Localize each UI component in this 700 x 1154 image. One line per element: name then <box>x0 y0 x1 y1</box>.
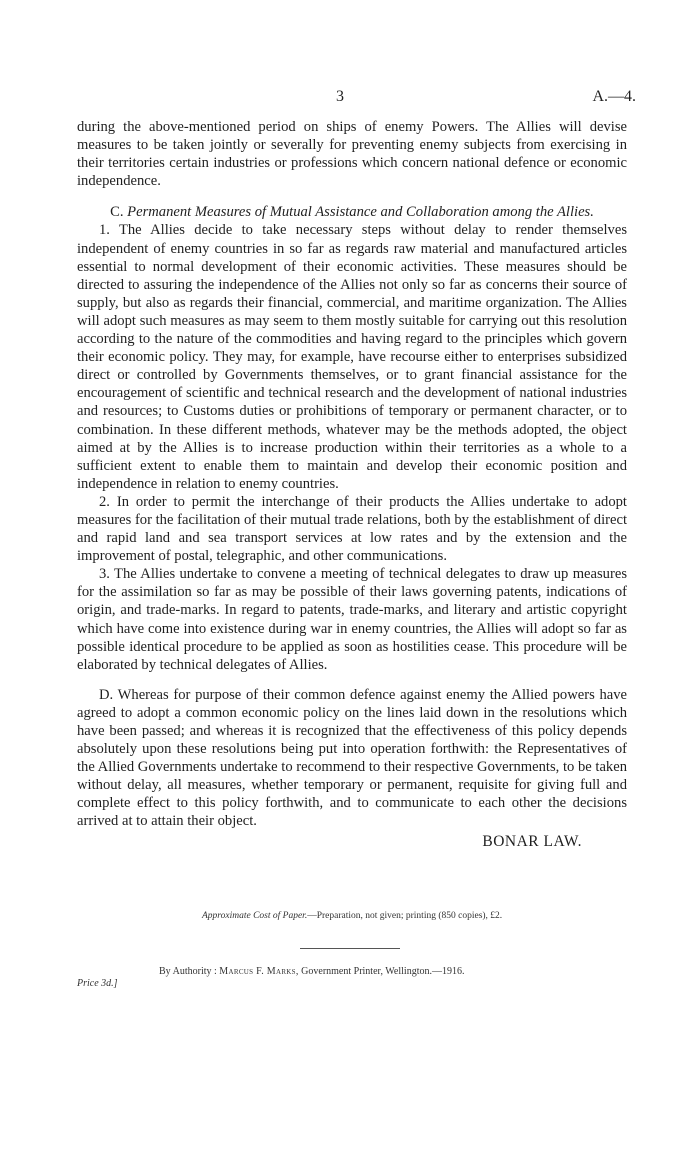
intro-paragraph: during the above-mentioned period on ships of enemy Powers. The Allies will devise measures to be taken jointly or severally for preventing enemy subjects from exercising in their territories certain industries or professions which concern national defence or economic independence. <box>77 119 627 190</box>
footer-divider <box>300 948 400 949</box>
printer-name: Marcus F. Marks, <box>219 966 299 977</box>
cost-text: —Preparation, not given; printing (850 copies), £2. <box>307 911 503 921</box>
page-number: 3 <box>336 88 344 105</box>
price-label: Price 3d.] <box>77 978 118 989</box>
cost-note <box>202 911 502 921</box>
section-c-heading <box>77 203 627 221</box>
section-c-title: Permanent Measures of Mutual Assistance and Collaboration among the Allies. <box>127 204 594 221</box>
section-c-letter: C. <box>110 204 124 221</box>
paragraph-3: 3. The Allies undertake to convene a meeting of technical delegates to draw up measures for the assimilation so far as may be possible of their laws governing patents, indications of origin, and trade-marks. In regard to patents, trade-marks, and literary and artistic copyright which have come into existence during war in enemy countries, the Allies will adopt so far as possible identical procedure to be applied as soon as hostilities cease. This procedure will be elaborated by technical delegates of Allies. <box>77 566 627 673</box>
authority-suffix: Government Printer, Wellington.—1916. <box>301 966 465 977</box>
cost-label: Approximate Cost of Paper. <box>202 911 308 921</box>
printer-authority <box>159 966 464 977</box>
document-body <box>77 118 627 851</box>
paragraph-1: 1. The Allies decide to take necessary steps without delay to render themselves independent of enemy countries in so far as regards raw material and manufactured articles essential to normal development of their economic activities. These measures should be directed to assuring the independence of the Allies not only so far as concerns their source of supply, but also as regards their financial, commercial, and maritime organization. The Allies will adopt such measures as may seem to them mostly suitable for carrying out this resolution according to the nature of the commodities and having regard to the principles which govern their economic policy. They may, for example, have recourse either to enterprises subsidized direct or controlled by Governments themselves, or to grant financial assistance for the encouragement of scientific and technical research and the development of national industries and resources; to Customs duties or prohibitions of temporary or permanent character, or to combination. In these different methods, whatever may be the methods adopted, the object aimed at by the Allies is to increase production within their territories as a whole to a sufficient extent to enable them to maintain and develop their economic position and independence in relation to enemy countries. <box>77 222 627 492</box>
paragraph-d: D. Whereas for purpose of their common defence against enemy the Allied powers have agreed to adopt a common economic policy on the lines laid down in the resolutions which have been passed; and whereas it is recognized that the effectiveness of this policy depends absolutely upon these resolutions being put into operation forthwith: the Representatives of the Allied Governments undertake to recommend to their respective Governments, to be taken without delay, all measures, whether temporary or permanent, requisite for giving full and complete effect to this policy forthwith, and to communicate to each other the decisions arrived at to attain their object. <box>77 686 627 830</box>
paragraph-2: 2. In order to permit the interchange of their products the Allies undertake to adopt measures for the facilitation of their mutual trade relations, both by the establishment of direct and rapid land and sea transport services at low rates and by the extension and the improvement of postal, telegraphic, and other communications. <box>77 493 627 565</box>
signature: BONAR LAW. <box>482 832 582 850</box>
document-reference: A.—4. <box>592 88 636 105</box>
authority-prefix: By Authority : <box>159 966 217 977</box>
